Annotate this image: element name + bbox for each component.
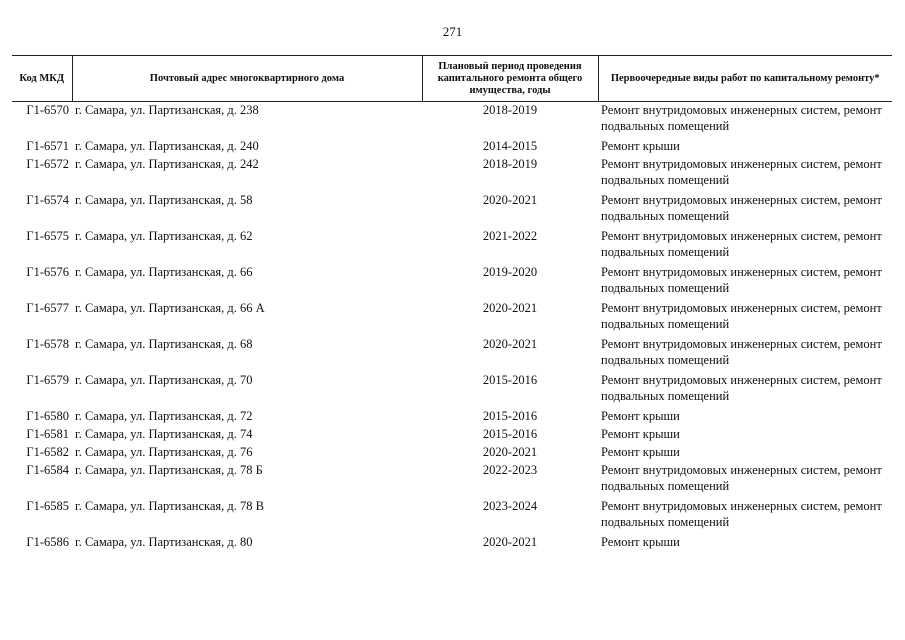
cell-period: 2020-2021 xyxy=(482,535,538,549)
cell-address: г. Самара, ул. Партизанская, д. 68 xyxy=(75,337,253,351)
cell-address: г. Самара, ул. Партизанская, д. 78 В xyxy=(75,499,265,513)
cell-works: Ремонт внутридомовых инженерных систем, ремонт подвальных помещений xyxy=(601,373,882,403)
cell-period: 2020-2021 xyxy=(482,337,538,351)
cell-code: Г1-6578 xyxy=(26,337,69,351)
header-address: Почтовый адрес многоквартирного дома xyxy=(72,56,422,102)
cell-works: Ремонт внутридомовых инженерных систем, ремонт подвальных помещений xyxy=(601,265,882,295)
cell-address: г. Самара, ул. Партизанская, д. 76 xyxy=(75,445,253,459)
table-row xyxy=(12,102,892,139)
cell-period: 2018-2019 xyxy=(482,157,538,171)
cell-period: 2021-2022 xyxy=(482,229,538,243)
cell-code: Г1-6570 xyxy=(26,103,69,117)
cell-address: г. Самара, ул. Партизанская, д. 80 xyxy=(75,535,253,549)
cell-code: Г1-6571 xyxy=(26,139,69,153)
table-row xyxy=(12,444,892,462)
page-number: 271 xyxy=(442,24,463,39)
cell-works: Ремонт внутридомовых инженерных систем, ремонт подвальных помещений xyxy=(601,301,882,331)
cell-address: г. Самара, ул. Партизанская, д. 66 А xyxy=(75,301,265,315)
cell-code: Г1-6582 xyxy=(26,445,69,459)
table-header-row xyxy=(12,56,892,102)
cell-period: 2022-2023 xyxy=(482,463,538,477)
cell-period: 2014-2015 xyxy=(482,139,538,153)
cell-period: 2023-2024 xyxy=(482,499,538,513)
cell-address: г. Самара, ул. Партизанская, д. 70 xyxy=(75,373,253,387)
cell-address: г. Самара, ул. Партизанская, д. 78 Б xyxy=(75,463,263,477)
cell-code: Г1-6572 xyxy=(26,157,69,171)
cell-period: 2015-2016 xyxy=(482,409,538,423)
cell-works: Ремонт внутридомовых инженерных систем, ремонт подвальных помещений xyxy=(601,157,882,187)
cell-code: Г1-6579 xyxy=(26,373,69,387)
cell-address: г. Самара, ул. Партизанская, д. 242 xyxy=(75,157,259,171)
table-row xyxy=(12,192,892,228)
cell-period: 2020-2021 xyxy=(482,193,538,207)
cell-address: г. Самара, ул. Партизанская, д. 74 xyxy=(75,427,253,441)
cell-code: Г1-6574 xyxy=(26,193,69,207)
cell-period: 2020-2021 xyxy=(482,301,538,315)
table-row xyxy=(12,534,892,552)
cell-code: Г1-6576 xyxy=(26,265,69,279)
cell-address: г. Самара, ул. Партизанская, д. 72 xyxy=(75,409,253,423)
cell-works: Ремонт крыши xyxy=(601,409,680,423)
cell-works: Ремонт крыши xyxy=(601,445,680,459)
header-period: Плановый период проведения капитального ремонта общего имущества, годы xyxy=(422,56,598,102)
table-body xyxy=(12,102,892,553)
table-row xyxy=(12,336,892,372)
table-row xyxy=(12,372,892,408)
table-row xyxy=(12,156,892,192)
cell-works: Ремонт крыши xyxy=(601,139,680,153)
cell-code: Г1-6580 xyxy=(26,409,69,423)
cell-address: г. Самара, ул. Партизанская, д. 62 xyxy=(75,229,253,243)
header-works: Первоочередные виды работ по капитальному ремонту* xyxy=(598,56,892,102)
cell-period: 2015-2016 xyxy=(482,427,538,441)
cell-address: г. Самара, ул. Партизанская, д. 238 xyxy=(75,103,259,117)
cell-period: 2015-2016 xyxy=(482,373,538,387)
table-row xyxy=(12,264,892,300)
table-row xyxy=(12,498,892,534)
cell-code: Г1-6586 xyxy=(26,535,69,549)
header-code: Код МКД xyxy=(12,56,72,102)
cell-works: Ремонт внутридомовых инженерных систем, ремонт подвальных помещений xyxy=(601,103,882,133)
cell-works: Ремонт крыши xyxy=(601,427,680,441)
table-row xyxy=(12,300,892,336)
table-row xyxy=(12,228,892,264)
cell-address: г. Самара, ул. Партизанская, д. 58 xyxy=(75,193,253,207)
table-row xyxy=(12,426,892,444)
cell-code: Г1-6584 xyxy=(26,463,69,477)
cell-code: Г1-6575 xyxy=(26,229,69,243)
cell-period: 2020-2021 xyxy=(482,445,538,459)
table-row xyxy=(12,408,892,426)
cell-works: Ремонт крыши xyxy=(601,535,680,549)
table-row xyxy=(12,138,892,156)
cell-period: 2019-2020 xyxy=(482,265,538,279)
cell-works: Ремонт внутридомовых инженерных систем, ремонт подвальных помещений xyxy=(601,337,882,367)
cell-code: Г1-6577 xyxy=(26,301,69,315)
cell-works: Ремонт внутридомовых инженерных систем, ремонт подвальных помещений xyxy=(601,193,882,223)
cell-works: Ремонт внутридомовых инженерных систем, ремонт подвальных помещений xyxy=(601,499,882,529)
cell-period: 2018-2019 xyxy=(482,103,538,117)
cell-address: г. Самара, ул. Партизанская, д. 240 xyxy=(75,139,259,153)
cell-code: Г1-6581 xyxy=(26,427,69,441)
cell-address: г. Самара, ул. Партизанская, д. 66 xyxy=(75,265,253,279)
cell-works: Ремонт внутридомовых инженерных систем, ремонт подвальных помещений xyxy=(601,229,882,259)
cell-code: Г1-6585 xyxy=(26,499,69,513)
cell-works: Ремонт внутридомовых инженерных систем, ремонт подвальных помещений xyxy=(601,463,882,493)
capital-repair-table xyxy=(12,55,892,552)
table-row xyxy=(12,462,892,498)
